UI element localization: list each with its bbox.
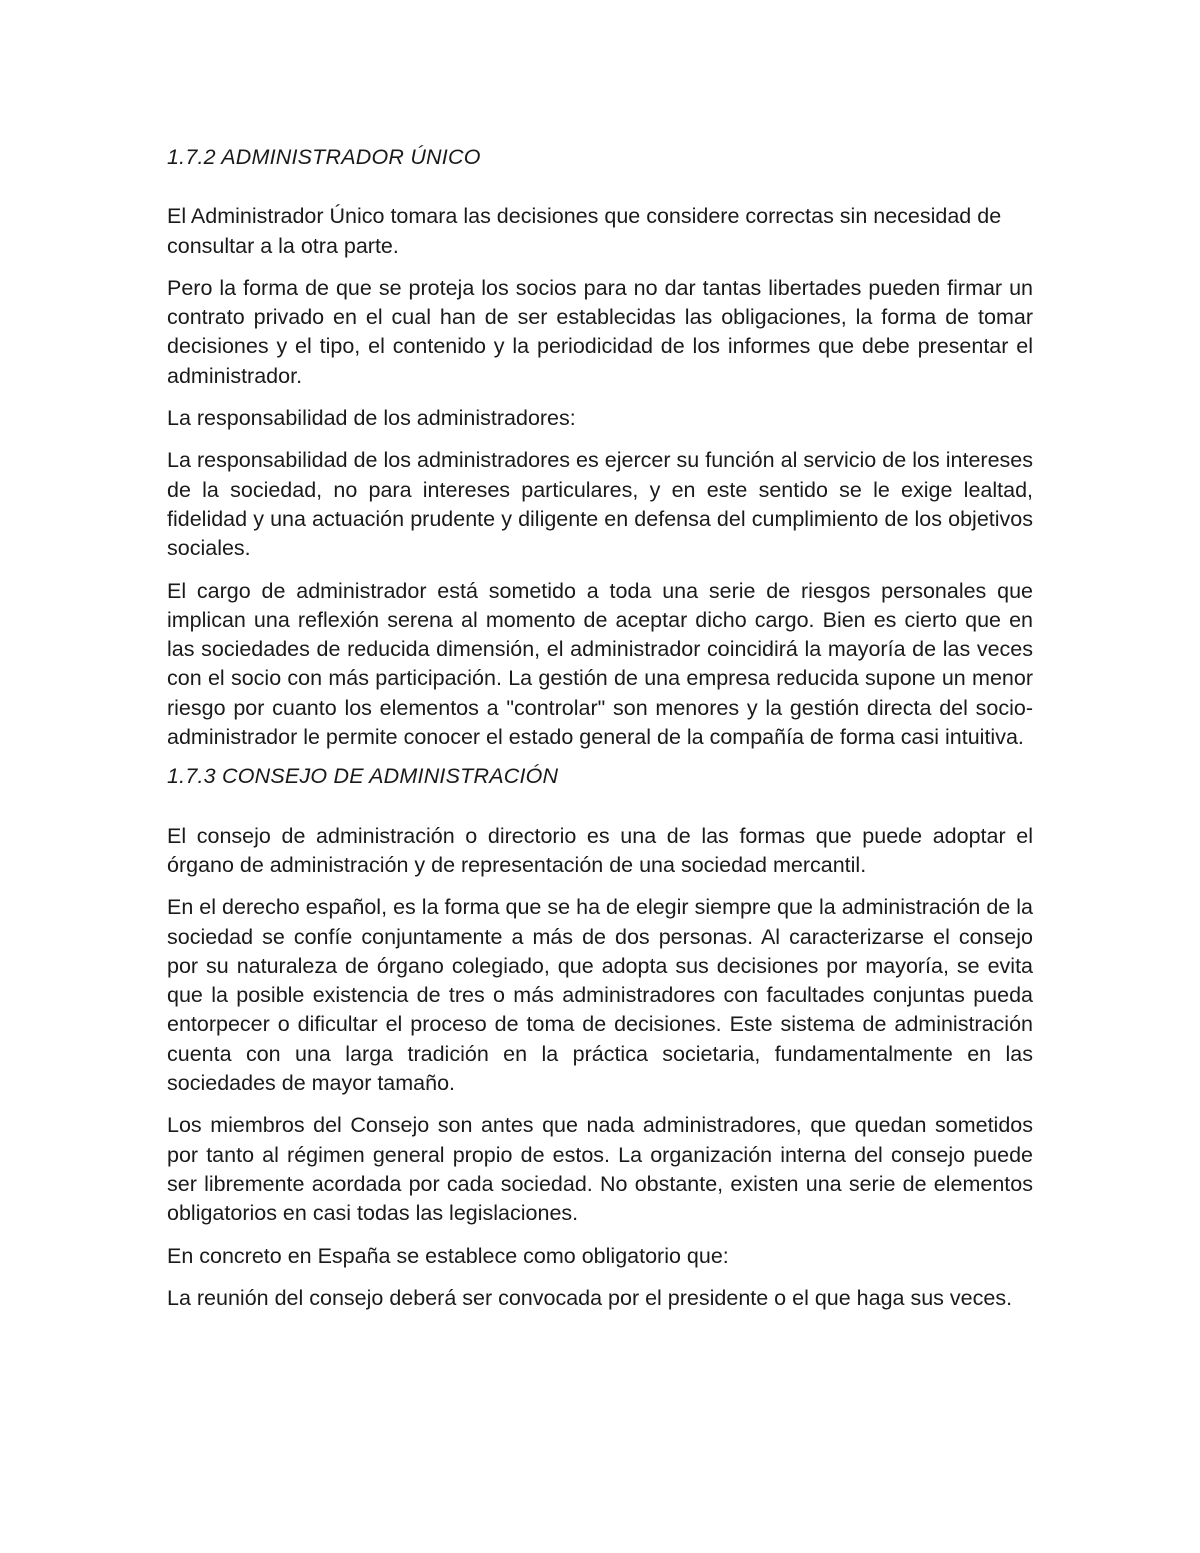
section-heading-administrador-unico: 1.7.2 ADMINISTRADOR ÚNICO	[167, 145, 481, 169]
paragraph: La reunión del consejo deberá ser convocada por el presidente o el que haga sus veces.	[167, 1285, 1013, 1310]
paragraph: El cargo de administrador está sometido a toda una serie de riesgos personales que implican una reflexión serena al momento de aceptar dicho cargo. Bien es cierto que en las sociedades de reducida dimensión, el administrador coincidirá la mayoría de las veces con el socio con más participación. La gestión de una empresa reducida supone un menor riesgo por cuanto los elementos a "controlar" son menores y la gestión directa del socio-administrador le permite conocer el estado general de la compañía de forma casi intuitiva.	[167, 578, 1033, 750]
paragraph: La responsabilidad de los administradores:	[167, 406, 576, 431]
paragraph: En concreto en España se establece como obligatorio que:	[167, 1243, 729, 1268]
paragraph: El Administrador Único tomara las decisiones que considere correctas sin necesidad de consultar a la otra parte.	[167, 204, 1002, 258]
document-body	[167, 143, 1033, 1313]
paragraph: Pero la forma de que se proteja los socios para no dar tantas libertades pueden firmar un contrato privado en el cual han de ser establecidas las obligaciones, la forma de tomar decisiones y el tipo, el contenido y la periodicidad de los informes que debe presentar el administrador.	[167, 275, 1033, 388]
paragraph: La responsabilidad de los administradores es ejercer su función al servicio de los intereses de la sociedad, no para intereses particulares, y en este sentido se le exige lealtad, fidelidad y una actuación prudente y diligente en defensa del cumplimiento de los objetivos sociales.	[167, 448, 1033, 561]
paragraph: En el derecho español, es la forma que se ha de elegir siempre que la administración de la sociedad se confíe conjuntamente a más de dos personas. Al caracterizarse el consejo por su naturaleza de órgano colegiado, que adopta sus decisiones por mayoría, se evita que la posible existencia de tres o más administradores con facultades conjuntas pueda entorpecer o dificultar el proceso de toma de decisiones. Este sistema de administración cuenta con una larga tradición en la práctica societaria, fundamentalmente en las sociedades de mayor tamaño.	[167, 895, 1033, 1096]
section-heading-consejo-de-administracion: 1.7.3 CONSEJO DE ADMINISTRACIÓN	[167, 764, 559, 789]
paragraph: Los miembros del Consejo son antes que nada administradores, que quedan sometidos por tanto al régimen general propio de estos. La organización interna del consejo puede ser libremente acordada por cada sociedad. No obstante, existen una serie de elementos obligatorios en casi todas las legislaciones.	[167, 1113, 1033, 1226]
paragraph: El consejo de administración o directorio es una de las formas que puede adoptar el órgano de administración y de representación de una sociedad mercantil.	[167, 823, 1033, 877]
